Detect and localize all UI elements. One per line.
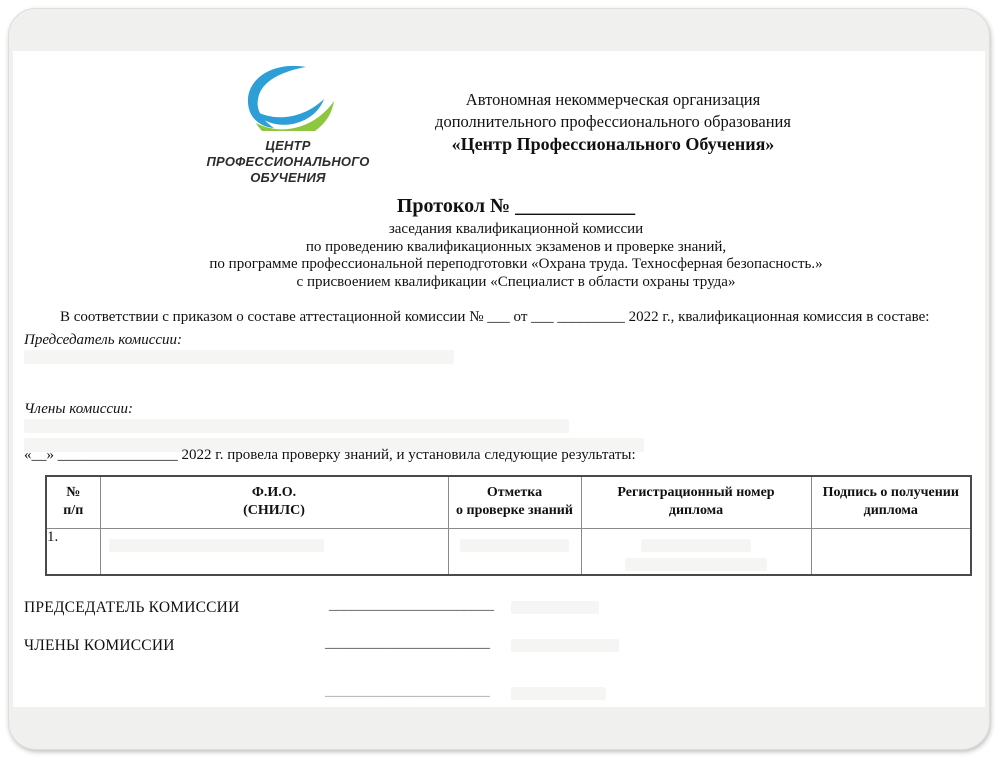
col-header-fio (100, 476, 448, 528)
redacted-regnum-line2 (625, 558, 767, 571)
row-mark-cell (448, 528, 581, 575)
redacted-member-name-1 (24, 419, 569, 433)
col-header-regnum-line1: Регистрационный номер (617, 485, 775, 501)
table-header-row (46, 476, 971, 528)
col-header-num-line1: № (66, 485, 81, 501)
redacted-fio (109, 539, 324, 552)
redacted-sig-name-3 (511, 687, 606, 700)
col-header-mark-line2: о проверке знаний (456, 503, 573, 519)
col-header-regnum (581, 476, 811, 528)
members-label: Члены комиссии: (24, 401, 134, 417)
date-line: «__» ________________ 2022 г. провела проверку знаний, и установила следующие результаты: (24, 447, 636, 463)
org-name: «Центр Профессионального Обучения» (451, 134, 775, 154)
subtitle-line2: по проведению квалификационных экзаменов и проверке знаний, (305, 238, 727, 255)
redacted-chairman-name (24, 350, 454, 364)
col-header-signature (811, 476, 971, 528)
intro-paragraph: В соответствии с приказом о составе аттестационной комиссии № ___ от ___ _________ 2022 г., квалификационная комиссия в составе: (60, 309, 930, 325)
sig-members-label: ЧЛЕНЫ КОМИССИИ (24, 637, 175, 654)
redacted-sig-name-1 (511, 601, 599, 614)
org-line1: Автономная некоммерческая организация (465, 90, 761, 109)
subtitle-line3: по программе профессиональной переподготовки «Охрана труда. Техносферная безопасность.» (209, 256, 823, 272)
subtitle-line1: заседания квалификационной комиссии (388, 221, 644, 237)
sig-chairman-line: ______________________ (329, 597, 494, 613)
col-header-mark (448, 476, 581, 528)
document-page (13, 51, 985, 707)
org-line2: дополнительного профессионального образования (435, 112, 791, 131)
redacted-sig-name-2 (511, 639, 619, 652)
col-header-signature-line2: диплома (863, 503, 918, 519)
document-card (8, 8, 990, 750)
row-regnum-cell (581, 528, 811, 575)
logo-text-line1: ЦЕНТР (265, 138, 311, 153)
col-header-mark-line1: Отметка (486, 485, 543, 501)
table-row (46, 528, 971, 575)
row-fio-cell (100, 528, 448, 575)
sig-chairman-label: ПРЕДСЕДАТЕЛЬ КОМИССИИ (24, 599, 240, 616)
col-header-signature-line1: Подпись о получении (822, 485, 959, 501)
sig-member-line-2: ______________________ (325, 683, 490, 699)
org-header (313, 89, 913, 155)
row-signature-cell (811, 528, 971, 575)
sig-member-line-1: ______________________ (325, 635, 490, 651)
col-header-fio-line1: Ф.И.О. (251, 485, 297, 501)
results-table (45, 475, 972, 576)
chairman-label: Председатель комиссии: (24, 332, 183, 348)
logo-text-line2: ПРОФЕССИОНАЛЬНОГО (206, 154, 370, 169)
redacted-regnum-line1 (641, 539, 751, 552)
col-header-regnum-line2: диплома (668, 503, 724, 519)
protocol-title: Протокол № ____________ (396, 195, 636, 217)
protocol-subtitle (13, 221, 1000, 291)
col-header-fio-line2: (СНИЛС) (243, 503, 305, 519)
row-number-cell: 1. (46, 528, 100, 575)
redacted-mark (460, 539, 568, 552)
col-header-num (46, 476, 100, 528)
logo-text-line3: ОБУЧЕНИЯ (250, 170, 326, 185)
subtitle-line4: с присвоением квалификации «Специалист в области охраны труда» (296, 273, 736, 290)
col-header-num-line2: п/п (63, 503, 84, 519)
